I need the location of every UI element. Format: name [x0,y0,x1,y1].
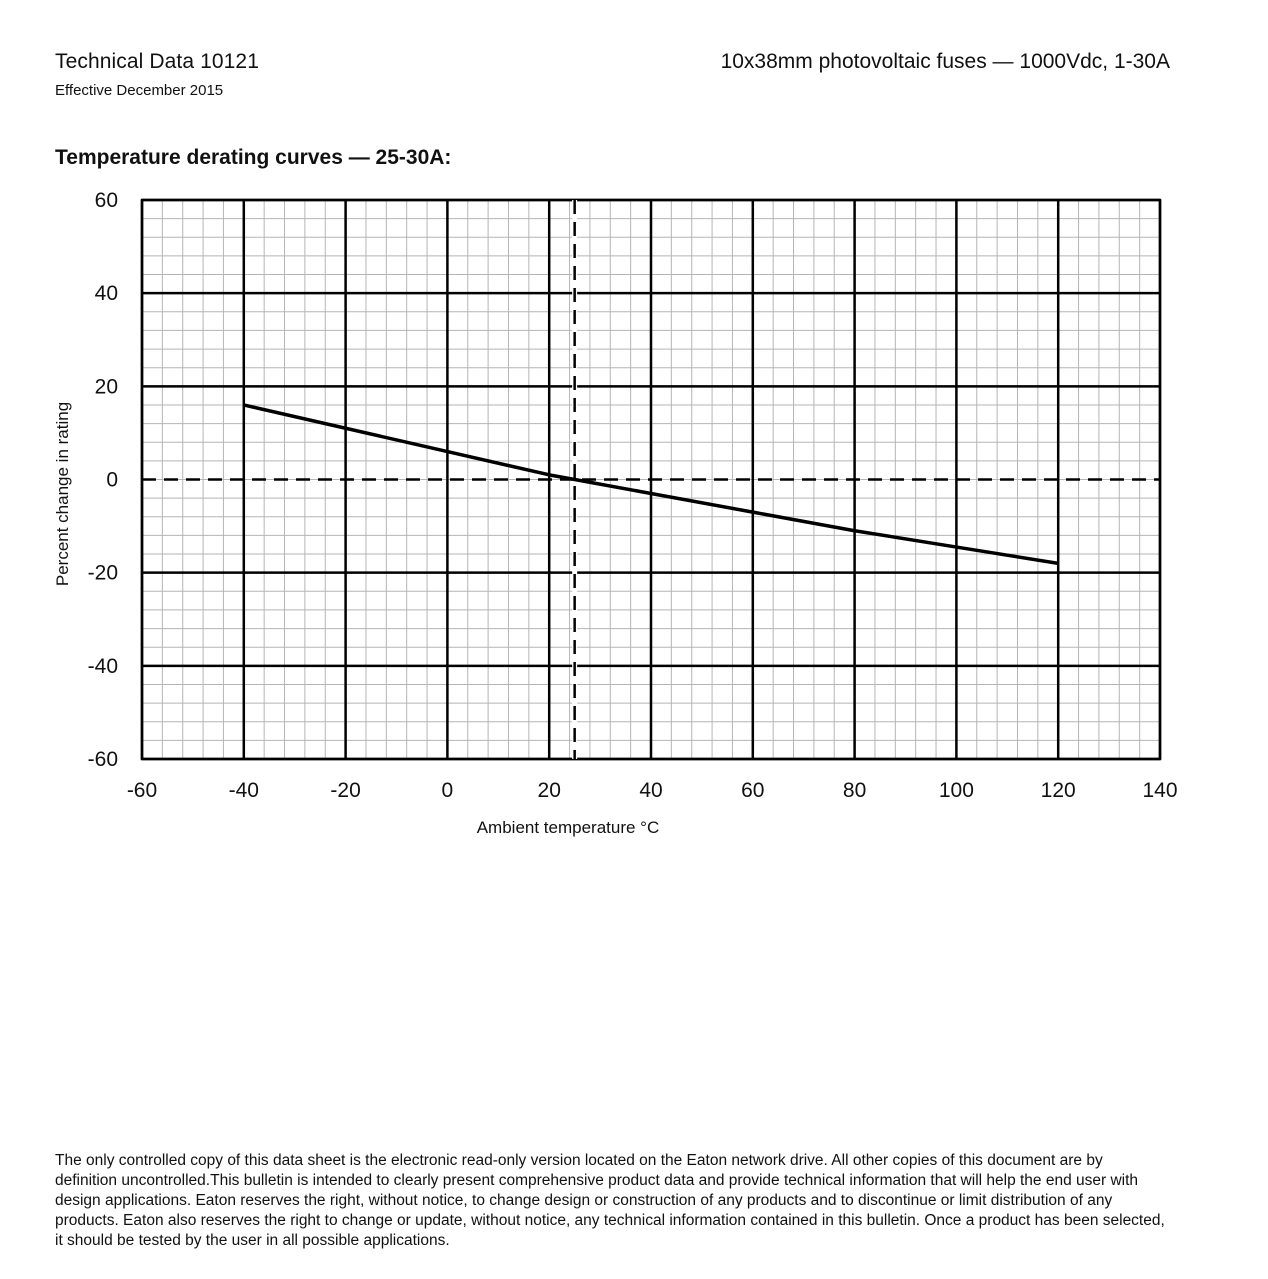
x-tick-label: 80 [842,779,867,802]
x-tick-label: -60 [126,779,158,802]
x-tick-label: 140 [1142,779,1178,802]
x-tick-label: 40 [639,779,663,802]
y-tick-labels [88,189,118,771]
chart-section-title: Temperature derating curves — 25-30A: [55,146,452,169]
y-tick-label: 40 [94,282,118,306]
effective-date: Effective December 2015 [55,82,224,99]
x-tick-label: -20 [330,779,361,802]
document-title: Technical Data 10121 [55,50,259,73]
y-tick-label: 0 [106,468,118,492]
y-axis-label: Percent change in rating [53,401,72,587]
y-tick-label: -20 [87,561,118,585]
x-axis-label: Ambient temperature °C [476,818,660,837]
x-tick-label: -40 [228,779,259,802]
x-tick-label: 20 [537,779,561,802]
y-tick-label: 60 [94,189,118,212]
y-tick-label: 20 [94,375,118,399]
x-tick-label: 60 [741,779,765,802]
product-title: 10x38mm photovoltaic fuses — 1000Vdc, 1-30A [720,50,1170,73]
x-tick-label: 0 [441,779,454,802]
x-tick-label: 120 [1040,779,1076,802]
y-tick-label: -60 [87,748,118,771]
disclaimer-text: The only controlled copy of this data sheet is the electronic read-only version located on the Eaton network drive. All other copies of this document are by definition uncontrolled.This bulletin is intended to clearly present comprehensive product data and provide technical information that will help the end user with design applications. Eaton reserves the right, without notice, to change design or construction of any products and to discontinue or limit distribution of any products. Eaton also reserves the right to change or update, without notice, any technical information contained in this bulletin. Once a product has been selected, it should be tested by the user in all possible applications. [55,1152,1165,1249]
x-tick-labels [127,779,1178,802]
y-tick-label: -40 [87,654,118,678]
x-tick-label: 100 [938,779,974,802]
